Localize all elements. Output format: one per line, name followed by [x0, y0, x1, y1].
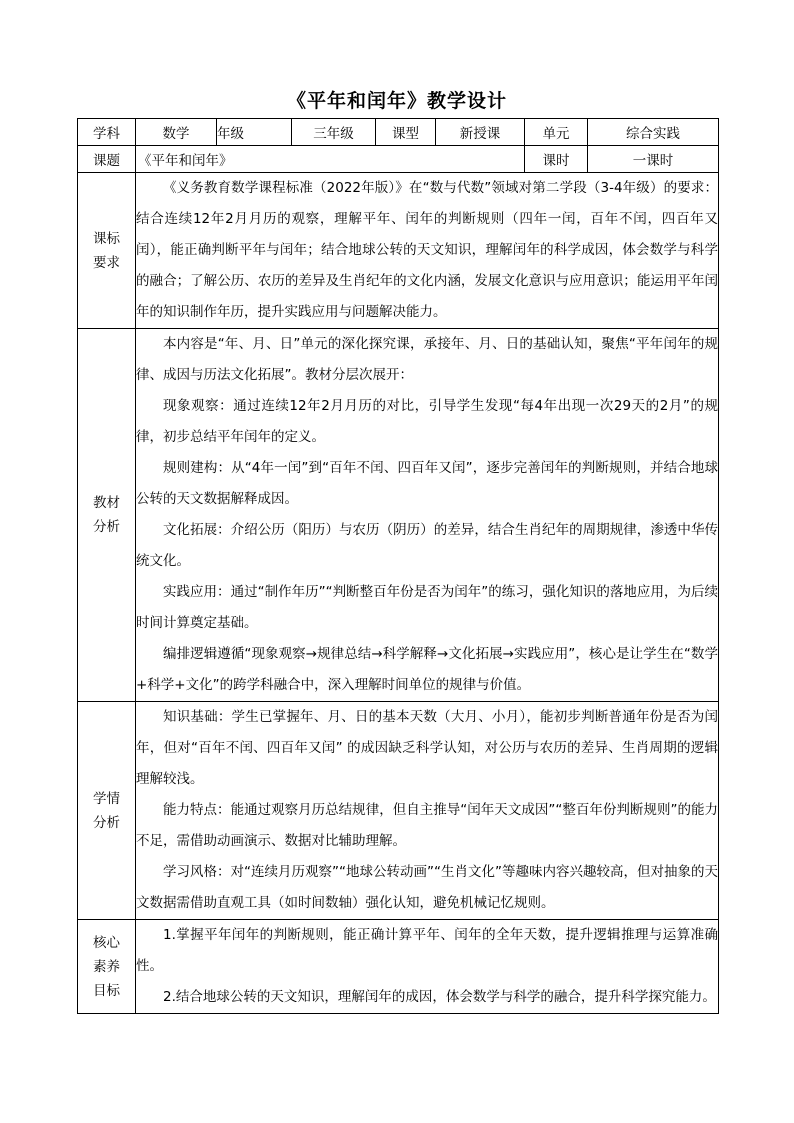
- paragraph: 知识基础：学生已掌握年、月、日的基本天数（大月、小月），能初步判断普通年份是否为闰年，但对“百年不闰、四百年又闰” 的成因缺乏科学认知，对公历与农历的差异、生肖周期的逻辑理解较浅。: [136, 709, 718, 787]
- paragraph: 编排逻辑遵循“现象观察→规律总结→科学解释→文化拓展→实践应用”，核心是让学生在“数学+科学+文化”的跨学科融合中，深入理解时间单位的规律与价值。: [136, 646, 718, 693]
- lesson-type-label: 课型: [376, 119, 436, 146]
- topic-row: [78, 146, 719, 173]
- section-content: [136, 702, 719, 920]
- section-row-learners: [78, 702, 719, 920]
- grade-value: 三年级: [292, 119, 376, 146]
- section-content: [136, 920, 719, 1014]
- section-row-curriculum: [78, 173, 719, 329]
- unit-label: 单元: [525, 119, 588, 146]
- lesson-plan-table: [77, 118, 719, 1014]
- paragraph: 2.结合地球公转的天文知识，理解闰年的成因，体会数学与科学的融合，提升科学探究能力。: [163, 989, 716, 1005]
- paragraph: 规则建构：从“4年一闰”到“百年不闰、四百年又闰”，逐步完善闰年的判断规则，并结合地球公转的天文数据解释成因。: [136, 460, 718, 507]
- section-row-textbook: [78, 329, 719, 702]
- topic-value: 《平年和闰年》: [136, 146, 525, 173]
- paragraph: 现象观察：通过连续12年2月月历的对比，引导学生发现“每4年出现一次29天的2月”的规律，初步总结平年闰年的定义。: [136, 398, 718, 445]
- paragraph: 能力特点：能通过观察月历总结规律，但自主推导“闰年天文成因”“整百年份判断规则”的能力不足，需借助动画演示、数据对比辅助理解。: [136, 802, 718, 849]
- section-label: 核心 素养 目标: [78, 920, 136, 1014]
- unit-value: 综合实践: [588, 119, 719, 146]
- period-label: 课时: [525, 146, 588, 173]
- lesson-type-value: 新授课: [436, 119, 525, 146]
- section-label: 学情 分析: [78, 702, 136, 920]
- paragraph: 实践应用：通过“制作年历”“判断整百年份是否为闰年”的练习，强化知识的落地应用，为后续时间计算奠定基础。: [136, 584, 718, 631]
- period-value: 一课时: [588, 146, 719, 173]
- section-label: 教材 分析: [78, 329, 136, 702]
- document-title: 《平年和闰年》教学设计: [286, 90, 507, 112]
- subject-label: 学科: [78, 119, 136, 146]
- paragraph: 文化拓展：介绍公历（阳历）与农历（阴历）的差异，结合生肖纪年的周期规律，渗透中华传统文化。: [136, 522, 718, 569]
- section-content: [136, 173, 719, 329]
- section-content: [136, 329, 719, 702]
- topic-label: 课题: [78, 146, 136, 173]
- section-row-core-literacy: [78, 920, 719, 1014]
- grade-label: 年级: [217, 119, 292, 146]
- subject-value: 数学: [136, 119, 217, 146]
- paragraph: 本内容是“年、月、日”单元的深化探究课，承接年、月、日的基础认知，聚焦“平年闰年的规律、成因与历法文化拓展”。教材分层次展开：: [136, 336, 718, 383]
- header-row: [78, 119, 719, 146]
- section-label: 课标 要求: [78, 173, 136, 329]
- paragraph: 学习风格：对“连续月历观察”“地球公转动画”“生肖文化”等趣味内容兴趣较高，但对抽象的天文数据需借助直观工具（如时间数轴）强化认知，避免机械记忆规则。: [136, 864, 718, 911]
- paragraph: 1.掌握平年闰年的判断规则，能正确计算平年、闰年的全年天数，提升逻辑推理与运算准确性。: [136, 927, 718, 974]
- paragraph: 《义务教育数学课程标准（2022年版）》在“数与代数”领域对第二学段（3-4年级）的要求：结合连续12年2月月历的观察，理解平年、闰年的判断规则（四年一闰，百年不闰，四百年又闰），能正确判断平年与闰年；结合地球公转的天文知识，理解闰年的科学成因，体会数学与科学的融合；了解公历、农历的差异及生肖纪年的文化内涵，发展文化意识与应用意识；能运用平年闰年的知识制作年历，提升实践应用与问题解决能力。: [136, 180, 718, 320]
